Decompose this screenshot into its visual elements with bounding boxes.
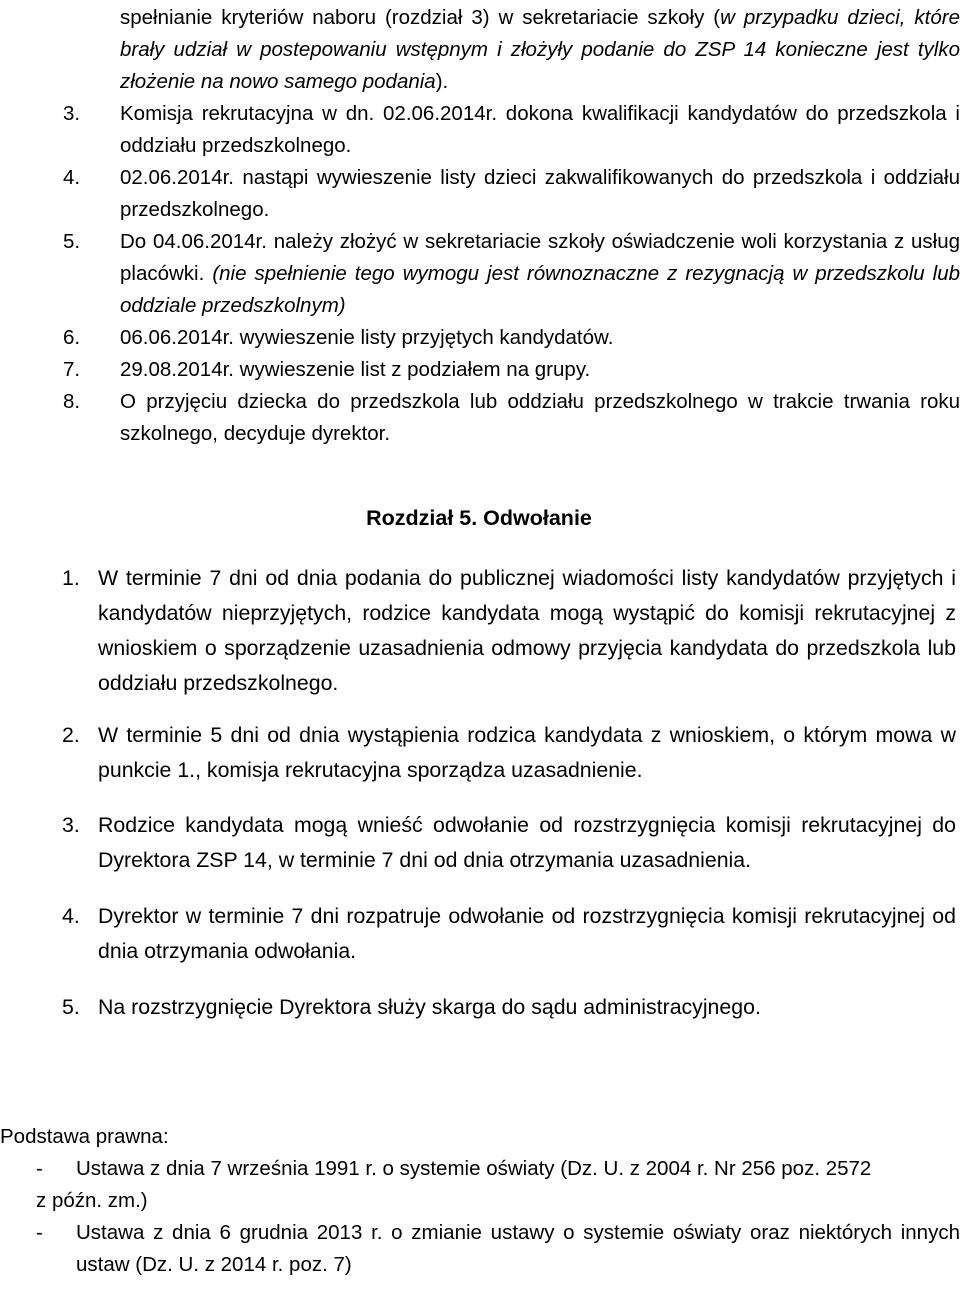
continuation-text-end: ).	[435, 70, 449, 93]
list-item-number: 2.	[62, 723, 80, 747]
appeal-procedure-list	[62, 561, 956, 1025]
legal-basis-heading: Podstawa prawna:	[0, 1125, 169, 1148]
legal-basis-item-text: Ustawa z dnia 6 grudnia 2013 r. o zmianie ustawy o systemie oświaty oraz niektórych innych ustaw (Dz. U. z 2014 r. poz. 7)	[76, 1221, 960, 1276]
list-item-number: 1.	[62, 566, 80, 590]
enrollment-schedule-list	[63, 0, 960, 450]
list-item-text: Komisja rekrutacyjna w dn. 02.06.2014r. dokona kwalifikacji kandydatów do przedszkola i oddziału przedszkolnego.	[120, 102, 960, 157]
list-dash: -	[36, 1157, 43, 1180]
list-item	[62, 899, 956, 969]
list-item-number: 3.	[62, 813, 80, 837]
list-item-text: Na rozstrzygnięcie Dyrektora służy skarga do sądu administracyjnego.	[98, 995, 761, 1019]
list-item-number: 5.	[62, 995, 80, 1019]
list-item: 4. 02.06.2014r. nastąpi wywieszenie listy dzieci zakwalifikowanych do przedszkola i oddziału przedszkolnego.	[120, 162, 960, 226]
list-item-text: W terminie 5 dni od dnia wystąpienia rodzica kandydata z wnioskiem, o którym mowa w punkcie 1., komisja rekrutacyjna sporządza uzasadnienie.	[98, 723, 956, 782]
chapter-heading-text: Rozdział 5. Odwołanie	[366, 506, 592, 530]
list-item-text: Rodzice kandydata mogą wnieść odwołanie od rozstrzygnięcia komisji rekrutacyjnej do Dyrektora ZSP 14, w terminie 7 dni od dnia otrzymania uzasadnienia.	[98, 813, 956, 872]
continuation-italic-text: w przypadku dzieci, które brały udział w postepowaniu wstępnym i złożyły podanie do ZSP 14 konieczne jest tylko złożenie na nowo samego podania	[120, 6, 960, 93]
list-item-text-wrapper	[120, 226, 960, 322]
legal-basis-item	[0, 1153, 960, 1185]
list-item	[62, 990, 956, 1025]
list-item-text: Do 04.06.2014r. należy złożyć w sekretariacie szkoły oświadczenie woli korzystania z usług placówki.	[120, 230, 960, 285]
list-item: 6. 06.06.2014r. wywieszenie listy przyjętych kandydatów.	[120, 322, 960, 354]
list-item	[62, 561, 956, 701]
legal-basis-section	[0, 1121, 960, 1281]
continuation-text: spełnianie kryteriów naboru (rozdział 3) w sekretariacie szkoły (	[120, 6, 721, 29]
list-item	[62, 718, 956, 788]
list-item-text: 02.06.2014r. nastąpi wywieszenie listy dzieci zakwalifikowanych do przedszkola i oddziału przedszkolnego.	[120, 166, 960, 221]
legal-basis-item-text: Ustawa z dnia 7 września 1991 r. o systemie oświaty (Dz. U. z 2004 r. Nr 256 poz. 2572	[76, 1157, 872, 1180]
list-item: 3. Komisja rekrutacyjna w dn. 02.06.2014r. dokona kwalifikacji kandydatów do przedszkola i oddziału przedszkolnego.	[120, 98, 960, 162]
list-item: 7. 29.08.2014r. wywieszenie list z podziałem na grupy.	[120, 354, 960, 386]
list-item-text: W terminie 7 dni od dnia podania do publicznej wiadomości listy kandydatów przyjętych i kandydatów nieprzyjętych, rodzice kandydata mogą wystąpić do komisji rekrutacyjnej z wnioskiem o sporządzenie uzasadnienia odmowy przyjęcia kandydata do przedszkola lub oddziału przedszkolnego.	[98, 566, 956, 695]
list-item-italic-note: (nie spełnienie tego wymogu jest równoznaczne z rezygnacją w przedszkolu lub oddziale przedszkolnym)	[120, 262, 960, 317]
list-item: 5. Do 04.06.2014r. należy złożyć w sekretariacie szkoły oświadczenie woli korzystania z usług placówki. (nie spełnienie tego wymogu jest równoznaczne z rezygnacją w przedszkolu lub oddziale przedszkolnym)	[120, 226, 960, 322]
list-item	[62, 808, 956, 878]
chapter-heading	[0, 506, 960, 531]
list-item-number: 4.	[62, 904, 80, 928]
list-item-continuation	[120, 2, 960, 98]
legal-basis-item	[0, 1217, 960, 1281]
list-item-text: O przyjęciu dziecka do przedszkola lub oddziału przedszkolnego w trakcie trwania roku szkolnego, decyduje dyrektor.	[120, 390, 960, 445]
legal-basis-item-continuation: z późn. zm.)	[36, 1189, 148, 1212]
list-item-text: 29.08.2014r. wywieszenie list z podziałem na grupy.	[120, 358, 591, 381]
list-item-text: Dyrektor w terminie 7 dni rozpatruje odwołanie od rozstrzygnięcia komisji rekrutacyjnej od dnia otrzymania odwołania.	[98, 904, 956, 963]
list-item-text: 06.06.2014r. wywieszenie listy przyjętych kandydatów.	[120, 326, 614, 349]
list-dash: -	[36, 1221, 43, 1244]
list-item: 8. O przyjęciu dziecka do przedszkola lub oddziału przedszkolnego w trakcie trwania roku szkolnego, decyduje dyrektor.	[120, 386, 960, 450]
